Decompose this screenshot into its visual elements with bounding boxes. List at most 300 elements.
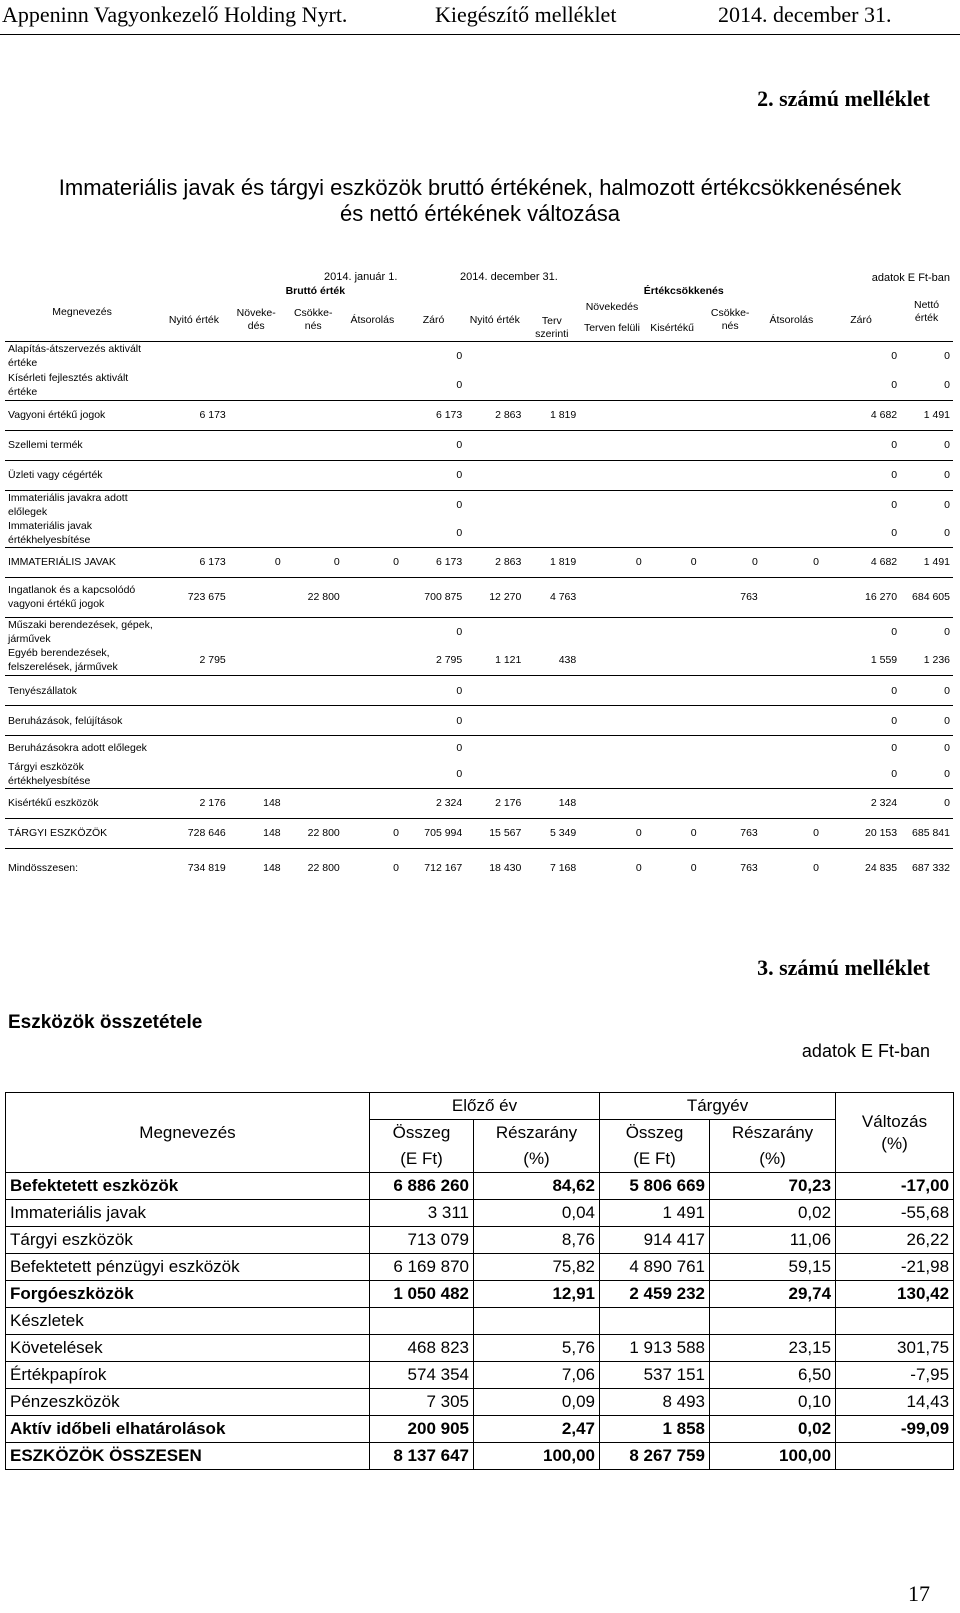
cell-value: 0 [761,547,822,577]
cell-value: 0 [843,706,900,736]
annex3-label: 3. számú melléklet [757,955,930,980]
cell-value: 100,00 [474,1443,600,1470]
cell-value: 5 349 [524,818,579,848]
cell-value: 468 823 [370,1335,474,1362]
cell-value [822,617,843,646]
cell-value [159,617,229,646]
cell-value: 0 [843,736,900,760]
cell-value: 0,04 [474,1200,600,1227]
cell-value [465,370,524,400]
cell-value [579,577,644,617]
row-name: Műszaki berendezések, gépek, járművek [5,617,159,646]
cell-value [465,490,524,519]
cell-value: 148 [229,848,284,888]
table-row [6,1335,954,1362]
cell-value [159,519,229,548]
cell-value: 0 [843,342,900,371]
col-nyito2: Nyitó érték [469,313,520,326]
cell-value [343,400,402,430]
cell-value: 24 835 [843,848,900,888]
cell-value [579,519,644,548]
cell-value [645,676,700,706]
cell-value [710,1308,836,1335]
cell-value [159,736,229,760]
cell-value: 2 863 [465,400,524,430]
cell-value [229,617,284,646]
table-row [6,1389,954,1416]
table-row [5,577,953,617]
row-name: Befektetett eszközök [6,1173,370,1200]
cell-value: 0 [229,547,284,577]
table-row [5,547,953,577]
t2-col-change: Változás (%) [836,1093,954,1173]
cell-value [761,788,822,818]
cell-value: 0 [579,848,644,888]
cell-value: 22 800 [284,848,343,888]
company-name: Appeninn Vagyonkezelő Holding Nyrt. [2,2,348,27]
table-row [5,760,953,789]
document-type: Kiegészítő melléklet [435,2,617,27]
cell-value: -17,00 [836,1173,954,1200]
annex2-label: 2. számú melléklet [757,86,930,111]
table-row [6,1362,954,1389]
table-row [5,676,953,706]
cell-value: 0 [891,767,898,780]
cell-value: 4 682 [843,400,900,430]
cell-value: 5 806 669 [600,1173,710,1200]
cell-value [700,788,761,818]
cell-value [284,736,343,760]
cell-value [761,577,822,617]
cell-value [465,430,524,460]
table-row [5,706,953,736]
col-name: Megnevezés [52,305,112,318]
cell-value: 0 [843,676,900,706]
cell-value [822,676,843,706]
cell-value [524,519,579,548]
cell-value [343,706,402,736]
cell-value [822,848,843,888]
cell-value [700,460,761,490]
cell-value [645,617,700,646]
cell-value [579,760,644,789]
cell-value [761,706,822,736]
cell-value [229,400,284,430]
cell-value [822,370,843,400]
cell-value: 6 173 [402,400,465,430]
cell-value [579,490,644,519]
cell-value: 0 [900,706,953,736]
cell-value [579,400,644,430]
cell-value: 1 121 [495,654,522,667]
cell-value: 4 890 761 [600,1254,710,1281]
cell-value: 0 [343,547,402,577]
col-atsorolas: Átsorolás [350,313,395,326]
table-row [6,1308,954,1335]
cell-value [645,430,700,460]
cell-value [822,760,843,789]
cell-value [284,460,343,490]
cell-value: 1 913 588 [600,1335,710,1362]
cell-value [761,646,822,676]
cell-value: 0 [944,767,950,780]
cell-value [229,370,284,400]
cell-value [229,577,284,617]
cell-value: 22 800 [284,577,343,617]
cell-value [700,519,761,548]
cell-value [343,430,402,460]
cell-value [229,430,284,460]
cell-value [700,400,761,430]
cell-value [343,519,402,548]
cell-value: 70,23 [710,1173,836,1200]
cell-value [579,617,644,646]
cell-value [761,490,822,519]
table-row [5,617,953,646]
col-nyito: Nyitó érték [168,313,220,326]
row-name: Immateriális javak értékhelyesbítése [8,519,93,546]
cell-value [524,617,579,646]
cell-value: 0 [456,378,463,391]
col-zaro: Záró [422,313,445,326]
cell-value [159,370,229,400]
row-name: Kísérleti fejlesztés aktivált értéke [8,371,129,398]
row-name: Tárgyi eszközök [6,1227,370,1254]
cell-value: 0,02 [710,1200,836,1227]
cell-value [343,617,402,646]
cell-value: 0 [402,706,465,736]
cell-value [822,400,843,430]
cell-value [229,519,284,548]
cell-value [579,646,644,676]
cell-value [822,577,843,617]
cell-value [761,430,822,460]
t2-col-cur-pct: (%) [710,1146,836,1173]
row-name: Tárgyi eszközök értékhelyesbítése [8,760,91,787]
cell-value: 537 151 [600,1362,710,1389]
cell-value [229,706,284,736]
cell-value [822,646,843,676]
cell-value: 0 [456,526,463,539]
cell-value: 2 795 [199,654,226,667]
cell-value [822,818,843,848]
cell-value: 2 324 [402,788,465,818]
cell-value [284,706,343,736]
row-name: IMMATERIÁLIS JAVAK [5,547,159,577]
cell-value: 29,74 [710,1281,836,1308]
cell-value: 723 675 [159,577,229,617]
row-name: Pénzeszközök [6,1389,370,1416]
cell-value: 6 173 [159,547,229,577]
cell-value [343,490,402,519]
cell-value [645,706,700,736]
col-terven: Terven felüli [583,321,640,334]
row-name: ESZKÖZÖK ÖSSZESEN [6,1443,370,1470]
cell-value [284,400,343,430]
cell-value: 0 [900,676,953,706]
t2-col-prev-share: Részarány [474,1120,600,1147]
cell-value: 6,50 [710,1362,836,1389]
cell-value [465,706,524,736]
cell-value: 23,15 [710,1335,836,1362]
cell-value: 2 176 [159,788,229,818]
header-date: 2014. december 31. [718,2,892,27]
row-name: Tenyészállatok [5,676,159,706]
cell-value: 0 [891,378,898,391]
cell-value [822,342,843,371]
page-number: 17 [908,1581,930,1606]
cell-value [836,1308,954,1335]
cell-value [284,490,343,519]
cell-value: 0 [402,736,465,760]
cell-value: 1 491 [600,1200,710,1227]
cell-value: 200 905 [370,1416,474,1443]
cell-value: 1 491 [900,547,953,577]
cell-value [822,547,843,577]
cell-value [579,706,644,736]
cell-value: -21,98 [836,1254,954,1281]
row-name: Immateriális javak [6,1200,370,1227]
cell-value: 0 [900,430,953,460]
cell-value: 0 [402,430,465,460]
table-row [5,646,953,676]
t2-col-prev-unit: (E Ft) [370,1146,474,1173]
cell-value: 0 [900,460,953,490]
cell-value: 3 311 [370,1200,474,1227]
t2-col-cur-share: Részarány [710,1120,836,1147]
cell-value [229,646,284,676]
table-row [6,1227,954,1254]
cell-value: 11,06 [710,1227,836,1254]
cell-value: 12,91 [474,1281,600,1308]
cell-value [284,370,343,400]
cell-value [645,736,700,760]
cell-value [822,736,843,760]
cell-value: 763 [700,577,761,617]
table-row [5,342,953,371]
unit-label: adatok E Ft-ban [871,272,950,284]
cell-value: 685 841 [900,818,953,848]
t2-group-prev: Előző év [370,1093,600,1120]
row-name: Forgóeszközök [6,1281,370,1308]
cell-value: 100,00 [710,1443,836,1470]
cell-value [159,760,229,789]
cell-value [600,1308,710,1335]
page-header [0,0,960,35]
annex2-title-2: és nettó értékének változása [339,201,621,226]
cell-value: 0 [700,547,761,577]
cell-value: 20 153 [843,818,900,848]
cell-value: 713 079 [370,1227,474,1254]
cell-value: 1 559 [870,654,898,667]
cell-value: 8,76 [474,1227,600,1254]
cell-value: 705 994 [402,818,465,848]
cell-value: 18 430 [465,848,524,888]
cell-value [579,788,644,818]
cell-value: 687 332 [900,848,953,888]
cell-value [761,370,822,400]
cell-value [645,760,700,789]
table-row [6,1254,954,1281]
cell-value: 712 167 [402,848,465,888]
cell-value: 15 567 [465,818,524,848]
cell-value: 5,76 [474,1335,600,1362]
table-row [5,430,953,460]
cell-value [579,736,644,760]
row-name: Beruházásokra adott előlegek [5,736,159,760]
cell-value: 8 493 [600,1389,710,1416]
cell-value: 84,62 [474,1173,600,1200]
cell-value [645,342,700,371]
row-name: Készletek [6,1308,370,1335]
cell-value: 2 324 [843,788,900,818]
cell-value: 734 819 [159,848,229,888]
cell-value [645,788,700,818]
cell-value [284,519,343,548]
cell-value [822,490,843,519]
t2-col-prev-sum: Összeg [370,1120,474,1147]
row-name: Vagyoni értékű jogok [5,400,159,430]
col-kisertek: Kisértékű [650,321,694,334]
cell-value [284,430,343,460]
cell-value: 0 [944,378,950,391]
annex3-title: Eszközök összetétele [8,1012,203,1033]
cell-value [343,788,402,818]
cell-value: -99,09 [836,1416,954,1443]
cell-value: 6 173 [159,400,229,430]
cell-value: 0 [645,818,700,848]
row-name: Követelések [6,1335,370,1362]
cell-value [700,676,761,706]
cell-value [700,617,761,646]
cell-value [524,706,579,736]
cell-value [159,342,229,371]
cell-value [284,646,343,676]
cell-value: 1 050 482 [370,1281,474,1308]
cell-value [524,460,579,490]
table-row [5,460,953,490]
cell-value: 2 459 232 [600,1281,710,1308]
cell-value [229,760,284,789]
cell-value [836,1443,954,1470]
cell-value [579,370,644,400]
cell-value [761,460,822,490]
cell-value [761,736,822,760]
cell-value [343,646,402,676]
cell-value: 0 [761,818,822,848]
cell-value: 0 [402,676,465,706]
cell-value [645,460,700,490]
cell-value [465,519,524,548]
cell-value [700,736,761,760]
cell-value [284,617,343,646]
cell-value [229,676,284,706]
cell-value: 26,22 [836,1227,954,1254]
col-csokke2: Csökke-nés [710,307,750,332]
cell-value: 0 [402,460,465,490]
cell-value: 130,42 [836,1281,954,1308]
cell-value: 1 491 [900,400,953,430]
cell-value: 0 [900,736,953,760]
cell-value [159,430,229,460]
asset-changes-table [5,283,953,888]
cell-value [524,736,579,760]
cell-value: 0 [944,526,950,539]
cell-value [524,490,579,519]
cell-value: 301,75 [836,1335,954,1362]
cell-value: 0 [843,460,900,490]
cell-value: 6 169 870 [370,1254,474,1281]
cell-value [761,676,822,706]
cell-value [524,430,579,460]
cell-value: 0 [402,617,465,646]
cell-value: 75,82 [474,1254,600,1281]
cell-value [229,460,284,490]
cell-value [284,676,343,706]
col-noveke: Növeke-dés [236,307,276,332]
cell-value [524,370,579,400]
cell-value: 0 [645,848,700,888]
cell-value: 6 886 260 [370,1173,474,1200]
cell-value: 0 [579,547,644,577]
table-row [5,818,953,848]
cell-value [822,430,843,460]
cell-value [159,460,229,490]
cell-value [159,490,229,519]
col-atsorolas2: Átsorolás [769,313,814,326]
cell-value: 16 270 [843,577,900,617]
table-row [6,1173,954,1200]
cell-value [822,460,843,490]
cell-value [761,342,822,371]
cell-value [645,400,700,430]
cell-value [284,788,343,818]
cell-value [343,577,402,617]
cell-value [645,646,700,676]
table-row [6,1281,954,1308]
row-name: Alapítás-átszervezés aktivált értéke [5,342,159,371]
cell-value [700,342,761,371]
cell-value: 0 [900,490,953,519]
table-row [6,1200,954,1227]
cell-value: 0 [284,547,343,577]
table-row [5,736,953,760]
cell-value: 2 863 [465,547,524,577]
cell-value [465,760,524,789]
cell-value [343,460,402,490]
col-csokke: Csökke-nés [293,307,333,332]
cell-value: 8 137 647 [370,1443,474,1470]
group-ecs: Értékcsökkenés [643,284,724,297]
row-name: Immateriális javakra adott előlegek [5,490,159,519]
group-brutto: Bruttó érték [285,284,346,297]
cell-value: 763 [700,848,761,888]
col-netto: Nettó érték [914,299,940,324]
cell-value: 728 646 [159,818,229,848]
cell-value [159,676,229,706]
cell-value: 1 236 [923,654,950,667]
row-name: Üzleti vagy cégérték [5,460,159,490]
cell-value [343,760,402,789]
t2-col-prev-pct: (%) [474,1146,600,1173]
cell-value: 0 [456,767,463,780]
table-row [5,788,953,818]
table-row [6,1443,954,1470]
cell-value [579,430,644,460]
cell-value [645,370,700,400]
cell-value: 0 [402,342,465,371]
cell-value [761,760,822,789]
